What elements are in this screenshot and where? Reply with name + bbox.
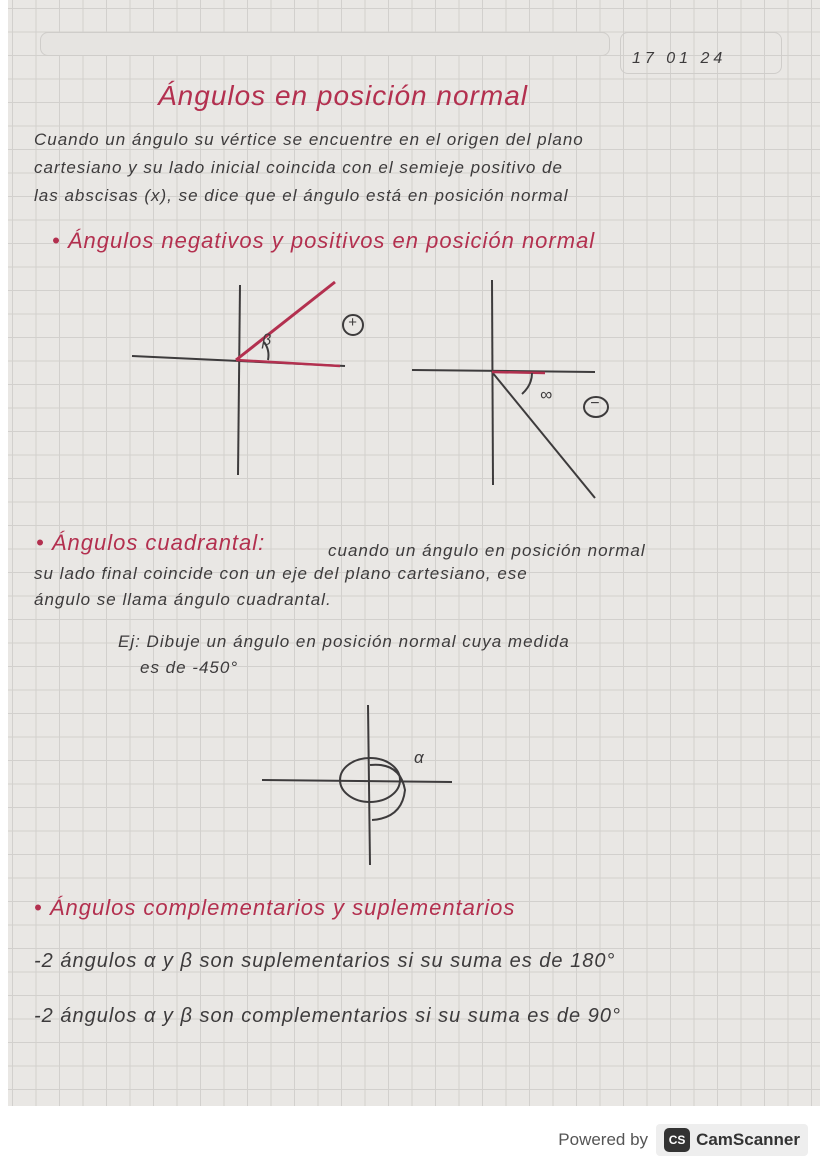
beta-label: β xyxy=(262,332,272,349)
body-line: cuando un ángulo en posición normal xyxy=(328,541,646,560)
intro-line: Cuando un ángulo su vértice se encuentre en el origen del plano xyxy=(34,130,584,149)
section-heading: • Ángulos complementarios y suplementarios xyxy=(34,895,516,920)
section-heading: • Ángulos cuadrantal: xyxy=(36,530,266,555)
body-line: su lado final coincide con un eje del plano cartesiano, ese xyxy=(34,564,528,583)
alpha-label: α xyxy=(414,748,424,767)
example-line: Ej: Dibuje un ángulo en posición normal cuya medida xyxy=(118,632,570,651)
body-line: ángulo se llama ángulo cuadrantal. xyxy=(34,590,332,609)
minus-sign: − xyxy=(590,395,600,412)
intro-line: las abscisas (x), se dice que el ángulo está en posición normal xyxy=(34,186,569,205)
plus-sign: + xyxy=(348,314,357,331)
negative-angle-diagram xyxy=(412,280,608,498)
camscanner-footer xyxy=(558,1124,808,1156)
quadrantal-angle-diagram xyxy=(262,705,452,865)
intro-line: cartesiano y su lado inicial coincida con el semieje positivo de xyxy=(34,158,563,177)
powered-by-text: Powered by xyxy=(558,1130,649,1149)
page-title: Ángulos en posición normal xyxy=(158,80,528,111)
example-line: es de -450° xyxy=(140,658,239,677)
brand-name: CamScanner xyxy=(696,1130,800,1149)
section-heading: • Ángulos negativos y positivos en posición normal xyxy=(52,228,596,253)
positive-angle-diagram xyxy=(132,282,363,475)
date: 17 01 24 xyxy=(632,50,727,67)
camscanner-logo-icon: CS xyxy=(664,1128,690,1152)
infinity-label: ∞ xyxy=(540,385,553,404)
body-line: -2 ángulos α y β son suplementarios si su suma es de 180° xyxy=(34,950,616,972)
body-line: -2 ángulos α y β son complementarios si su suma es de 90° xyxy=(34,1005,621,1027)
camscanner-badge xyxy=(656,1124,808,1156)
